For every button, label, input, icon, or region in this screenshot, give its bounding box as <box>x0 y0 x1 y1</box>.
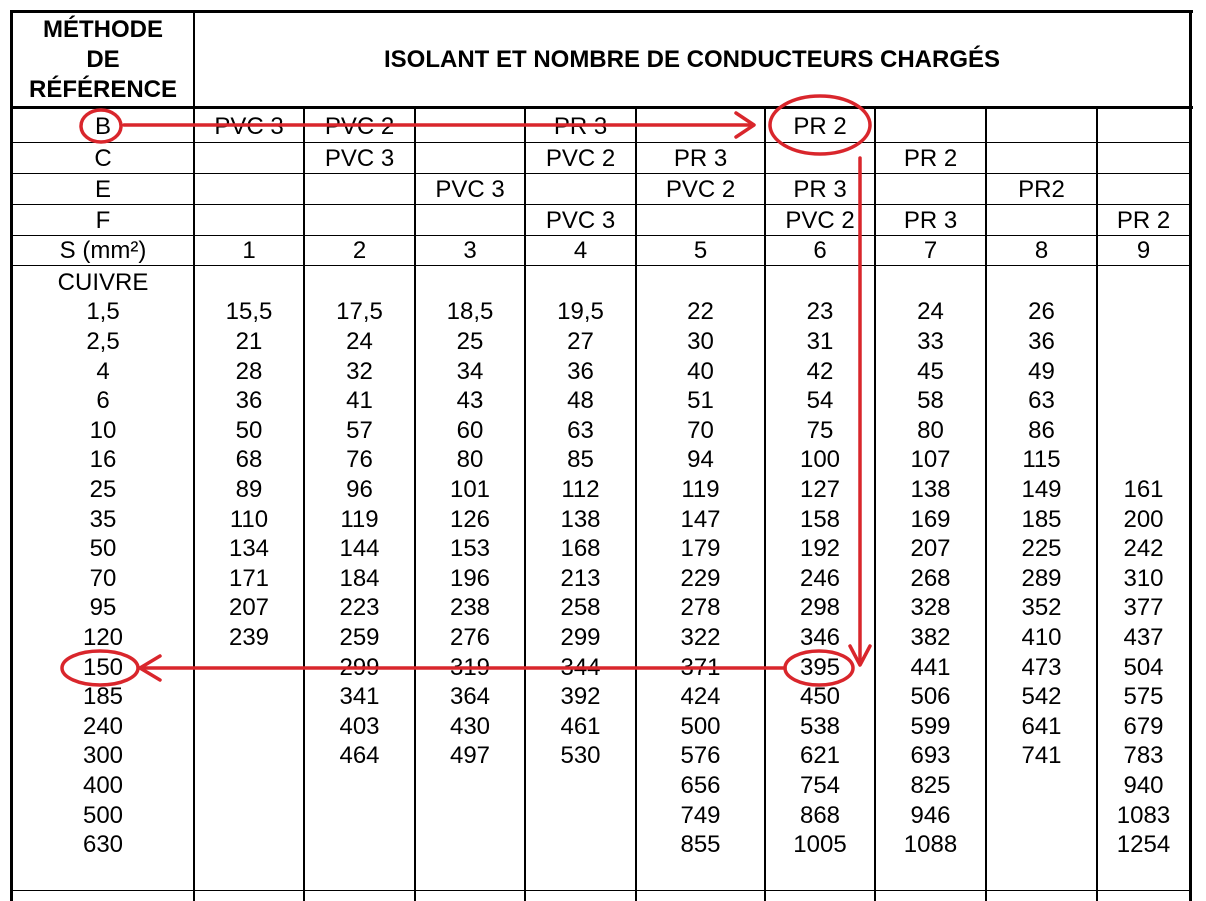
insulation-cell: PVC 2 <box>785 206 855 234</box>
current-value: 179 <box>680 535 721 563</box>
current-value: 112 <box>561 475 600 503</box>
current-value: 599 <box>910 712 951 740</box>
current-value: 377 <box>1123 594 1164 622</box>
section-value: 1,5 <box>86 298 120 326</box>
current-value: 19,5 <box>557 298 604 326</box>
current-value: 825 <box>910 771 951 799</box>
current-value: 430 <box>449 712 491 740</box>
current-value: 31 <box>806 327 834 355</box>
current-value: 239 <box>228 623 270 651</box>
material-label: CUIVRE <box>57 268 149 296</box>
current-value: 207 <box>910 535 951 563</box>
row-divider <box>12 265 1190 266</box>
column-number: 1 <box>242 236 256 264</box>
current-value: 110 <box>229 505 269 533</box>
current-value: 26 <box>1028 298 1055 326</box>
current-value: 506 <box>910 683 951 711</box>
current-value: 60 <box>456 416 484 444</box>
insulation-cell: PR2 <box>1018 175 1065 203</box>
current-value: 940 <box>1123 771 1164 799</box>
insulation-cell: PVC 3 <box>435 175 505 203</box>
section-value: 300 <box>82 742 124 770</box>
current-value: 57 <box>346 416 373 444</box>
current-value: 341 <box>339 683 380 711</box>
section-value: 50 <box>89 535 117 563</box>
insulation-cell: PR 3 <box>673 144 728 172</box>
current-value: 54 <box>806 387 834 415</box>
current-value: 126 <box>449 505 491 533</box>
current-value: 100 <box>799 446 841 474</box>
column-number: 7 <box>923 236 938 264</box>
current-value: 200 <box>1123 505 1164 533</box>
current-value: 542 <box>1021 683 1062 711</box>
current-value: 946 <box>910 801 951 829</box>
section-value: 4 <box>96 357 110 385</box>
current-value: 1254 <box>1116 831 1171 859</box>
current-value: 171 <box>228 564 270 592</box>
current-value: 36 <box>567 357 594 385</box>
current-value: 1083 <box>1116 801 1171 829</box>
current-value: 461 <box>560 712 601 740</box>
current-value: 530 <box>560 742 601 770</box>
section-header: S (mm²) <box>59 236 147 264</box>
current-value: 576 <box>680 742 721 770</box>
current-value: 48 <box>567 387 594 415</box>
current-value: 741 <box>1021 742 1062 770</box>
current-value: 371 <box>680 653 721 681</box>
section-value: 185 <box>82 683 124 711</box>
current-value: 89 <box>235 475 263 503</box>
current-value: 424 <box>680 683 721 711</box>
table-bottom-line <box>12 890 1190 891</box>
current-value: 138 <box>560 505 601 533</box>
row-divider <box>12 204 1190 205</box>
current-value: 168 <box>560 535 601 563</box>
current-value: 27 <box>567 327 594 355</box>
current-value: 158 <box>799 505 841 533</box>
header-bottom-border <box>10 106 1193 109</box>
current-value: 40 <box>687 357 714 385</box>
current-value: 229 <box>680 564 721 592</box>
current-value: 259 <box>339 623 380 651</box>
row-divider <box>12 173 1190 174</box>
current-value: 33 <box>917 327 944 355</box>
insulation-cell: PR 3 <box>793 175 847 203</box>
current-value: 192 <box>799 535 841 563</box>
current-value: 395 <box>799 653 841 681</box>
current-value: 134 <box>228 535 270 563</box>
current-value: 641 <box>1021 712 1062 740</box>
current-value: 1088 <box>903 831 958 859</box>
current-value: 310 <box>1123 564 1164 592</box>
current-value: 30 <box>687 327 714 355</box>
current-value: 17,5 <box>336 298 383 326</box>
current-value: 403 <box>339 712 380 740</box>
current-value: 319 <box>449 653 491 681</box>
insulation-cell: PR 2 <box>903 144 958 172</box>
current-value: 18,5 <box>446 298 494 326</box>
current-value: 36 <box>235 387 263 415</box>
current-value: 23 <box>806 298 834 326</box>
insulation-cell: PR 3 <box>903 206 958 234</box>
header-line-1: MÉTHODE <box>43 16 163 43</box>
current-value: 147 <box>680 505 721 533</box>
section-value: 16 <box>89 446 117 474</box>
current-value: 80 <box>917 416 944 444</box>
section-value: 400 <box>82 771 124 799</box>
current-value: 322 <box>680 623 721 651</box>
current-value: 783 <box>1123 742 1164 770</box>
current-value: 749 <box>680 801 721 829</box>
section-value: 120 <box>82 623 124 651</box>
column-number: 3 <box>463 236 477 264</box>
current-value: 352 <box>1021 594 1062 622</box>
current-value: 34 <box>456 357 484 385</box>
current-value: 473 <box>1021 653 1062 681</box>
current-value: 25 <box>456 327 484 355</box>
current-value: 70 <box>687 416 714 444</box>
section-value: 150 <box>82 653 124 681</box>
current-value: 85 <box>567 446 594 474</box>
current-value: 63 <box>1028 387 1055 415</box>
current-value: 289 <box>1021 564 1062 592</box>
current-value: 855 <box>680 831 721 859</box>
current-value: 127 <box>799 475 841 503</box>
method-label-c: C <box>94 144 112 172</box>
current-value: 161 <box>1123 475 1164 503</box>
current-value: 207 <box>228 594 270 622</box>
current-value: 278 <box>680 594 721 622</box>
current-value: 107 <box>910 446 951 474</box>
method-label-e: E <box>94 175 111 203</box>
insulation-cell: PR 3 <box>553 112 608 140</box>
current-value: 575 <box>1123 683 1164 711</box>
current-value: 500 <box>680 712 721 740</box>
current-value: 42 <box>806 357 834 385</box>
header-divider <box>193 10 195 108</box>
insulation-cell: PVC 3 <box>324 144 395 172</box>
current-value: 101 <box>449 475 491 503</box>
current-value: 115 <box>1022 446 1061 474</box>
current-value: 32 <box>346 357 373 385</box>
current-value: 49 <box>1028 357 1055 385</box>
table-border-top <box>10 10 1193 13</box>
current-value: 22 <box>687 298 714 326</box>
current-value: 75 <box>806 416 834 444</box>
current-value: 149 <box>1021 475 1062 503</box>
current-value: 76 <box>346 446 373 474</box>
current-value: 21 <box>235 327 263 355</box>
current-value: 450 <box>799 683 841 711</box>
current-value: 328 <box>910 594 951 622</box>
method-label-b: B <box>94 112 111 140</box>
current-value: 28 <box>235 357 263 385</box>
current-value: 213 <box>560 564 601 592</box>
current-value: 392 <box>560 683 601 711</box>
header-line-3: RÉFÉRENCE <box>28 76 178 103</box>
current-value: 119 <box>340 505 379 533</box>
current-value: 119 <box>681 475 720 503</box>
current-value: 153 <box>449 535 491 563</box>
current-value: 246 <box>799 564 841 592</box>
current-value: 185 <box>1021 505 1062 533</box>
current-value: 223 <box>339 594 380 622</box>
current-value: 86 <box>1028 416 1055 444</box>
current-value: 96 <box>346 475 373 503</box>
current-value: 238 <box>449 594 491 622</box>
current-value: 868 <box>799 801 841 829</box>
current-value: 138 <box>910 475 951 503</box>
section-value: 35 <box>89 505 117 533</box>
current-value: 621 <box>799 742 841 770</box>
column-number: 4 <box>573 236 588 264</box>
current-value: 225 <box>1021 535 1062 563</box>
current-value: 504 <box>1123 653 1164 681</box>
current-value: 24 <box>346 327 373 355</box>
column-number: 6 <box>813 236 827 264</box>
insulation-cell: PVC 3 <box>214 112 284 140</box>
current-value: 276 <box>449 623 491 651</box>
current-value: 298 <box>799 594 841 622</box>
current-value: 196 <box>449 564 491 592</box>
current-value: 51 <box>687 387 714 415</box>
column-number: 5 <box>693 236 708 264</box>
current-value: 45 <box>917 357 944 385</box>
current-value: 68 <box>235 446 263 474</box>
current-value: 268 <box>910 564 951 592</box>
current-value: 346 <box>799 623 841 651</box>
current-value: 299 <box>339 653 380 681</box>
current-value: 80 <box>456 446 484 474</box>
current-value: 382 <box>910 623 951 651</box>
insulation-cell: PVC 2 <box>545 144 616 172</box>
section-value: 630 <box>82 831 124 859</box>
current-value: 538 <box>799 712 841 740</box>
row-divider <box>12 142 1190 143</box>
table-title: ISOLANT ET NOMBRE DE CONDUCTEURS CHARGÉS <box>383 46 1001 73</box>
current-value: 497 <box>449 742 491 770</box>
section-value: 500 <box>82 801 124 829</box>
current-value: 364 <box>449 683 491 711</box>
current-value: 184 <box>339 564 380 592</box>
current-value: 63 <box>567 416 594 444</box>
column-number: 9 <box>1136 236 1151 264</box>
current-value: 36 <box>1028 327 1055 355</box>
current-value: 242 <box>1123 535 1164 563</box>
current-value: 43 <box>456 387 484 415</box>
current-value: 754 <box>799 771 841 799</box>
section-value: 70 <box>89 564 117 592</box>
current-value: 58 <box>917 387 944 415</box>
section-value: 2,5 <box>86 327 120 355</box>
section-value: 10 <box>89 416 117 444</box>
current-value: 679 <box>1123 712 1164 740</box>
section-value: 25 <box>89 475 117 503</box>
insulation-cell: PVC 2 <box>665 175 736 203</box>
section-value: 6 <box>96 387 110 415</box>
current-value: 1005 <box>793 831 847 859</box>
reference-method-header <box>12 12 194 108</box>
section-value: 240 <box>82 712 124 740</box>
insulation-cell: PVC 3 <box>545 206 616 234</box>
current-value: 656 <box>680 771 721 799</box>
current-value: 344 <box>560 653 601 681</box>
current-value: 410 <box>1021 623 1062 651</box>
method-label-f: F <box>95 206 111 234</box>
insulation-cell: PVC 2 <box>324 112 395 140</box>
current-value: 169 <box>910 505 951 533</box>
current-value: 441 <box>910 653 951 681</box>
current-value: 258 <box>560 594 601 622</box>
section-value: 95 <box>89 594 117 622</box>
current-value: 94 <box>687 446 714 474</box>
current-value: 437 <box>1123 623 1164 651</box>
current-value: 24 <box>917 298 944 326</box>
current-value: 299 <box>560 623 601 651</box>
header-line-2: DE <box>86 46 120 73</box>
current-value: 50 <box>235 416 263 444</box>
insulation-cell: PR 2 <box>1116 206 1171 234</box>
current-value: 144 <box>339 535 380 563</box>
current-value: 41 <box>346 387 373 415</box>
current-value: 464 <box>339 742 380 770</box>
current-value: 693 <box>910 742 951 770</box>
column-number: 2 <box>352 236 367 264</box>
column-number: 8 <box>1034 236 1049 264</box>
insulation-cell: PR 2 <box>793 112 847 140</box>
current-value: 15,5 <box>225 298 273 326</box>
